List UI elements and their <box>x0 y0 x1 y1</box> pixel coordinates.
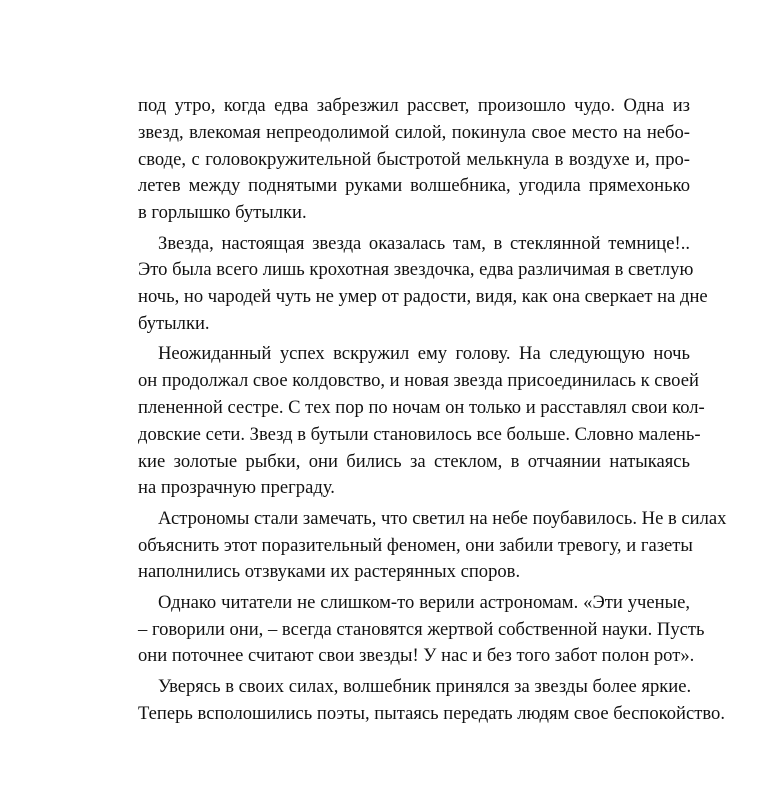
text-line: Звезда, настоящая звезда оказалась там, в стеклянной темнице!.. <box>158 232 690 254</box>
text-line: Это была всего лишь крохотная звездочка, едва различимая в светлую <box>138 259 694 281</box>
text-line: ночь, но чародей чуть не умер от радости, видя, как она сверкает на дне <box>138 286 708 308</box>
text-line: летев между поднятыми руками волшебника, угодила прямехонько <box>138 175 690 197</box>
text-line: Теперь всполошились поэты, пытаясь передать людям свое беспокойство. <box>138 702 725 724</box>
text-line: своде, с головокружительной быстротой мелькнула в воздухе и, про- <box>138 148 690 170</box>
paragraph-6 <box>138 674 725 728</box>
book-page <box>138 93 727 727</box>
paragraph-4 <box>138 506 727 586</box>
text-line: Уверясь в своих силах, волшебник принялся за звезды более яркие. <box>158 675 692 697</box>
text-line: Неожиданный успех вскружил ему голову. На следующую ночь <box>158 343 690 365</box>
text-line: Однако читатели не слишком-то верили астрономам. «Эти ученые, <box>158 591 690 613</box>
text-line: он продолжал свое колдовство, и новая звезда присоединилась к своей <box>138 370 699 392</box>
text-line: наполнились отзвуками их растерянных споров. <box>138 561 521 583</box>
text-line: звезд, влекомая непреодолимой силой, покинула свое место на небо- <box>138 121 690 143</box>
text-line: плененной сестре. С тех пор по ночам он только и расставлял свои кол- <box>138 396 705 418</box>
text-line: они поточнее считают свои звезды! У нас и без того забот полон рот». <box>138 645 695 667</box>
text-line: – говорили они, – всегда становятся жертвой собственной науки. Пусть <box>138 618 705 640</box>
paragraph-2 <box>138 231 708 338</box>
text-line: на прозрачную преграду. <box>138 477 335 499</box>
paragraph-3 <box>138 341 705 502</box>
text-line: довские сети. Звезд в бутыли становилось все больше. Словно малень- <box>138 423 701 445</box>
paragraph-1 <box>138 93 690 227</box>
text-line: под утро, когда едва забрезжил рассвет, произошло чудо. Одна из <box>138 95 690 116</box>
paragraph-5 <box>138 590 705 670</box>
text-line: кие золотые рыбки, они бились за стеклом, в отчаянии натыкаясь <box>138 450 690 472</box>
text-line: бутылки. <box>138 312 210 334</box>
text-line: объяснить этот поразительный феномен, они забили тревогу, и газеты <box>138 534 693 556</box>
text-line: в горлышко бутылки. <box>138 202 307 224</box>
text-line: Астрономы стали замечать, что светил на небе поубавилось. Не в силах <box>158 507 727 529</box>
